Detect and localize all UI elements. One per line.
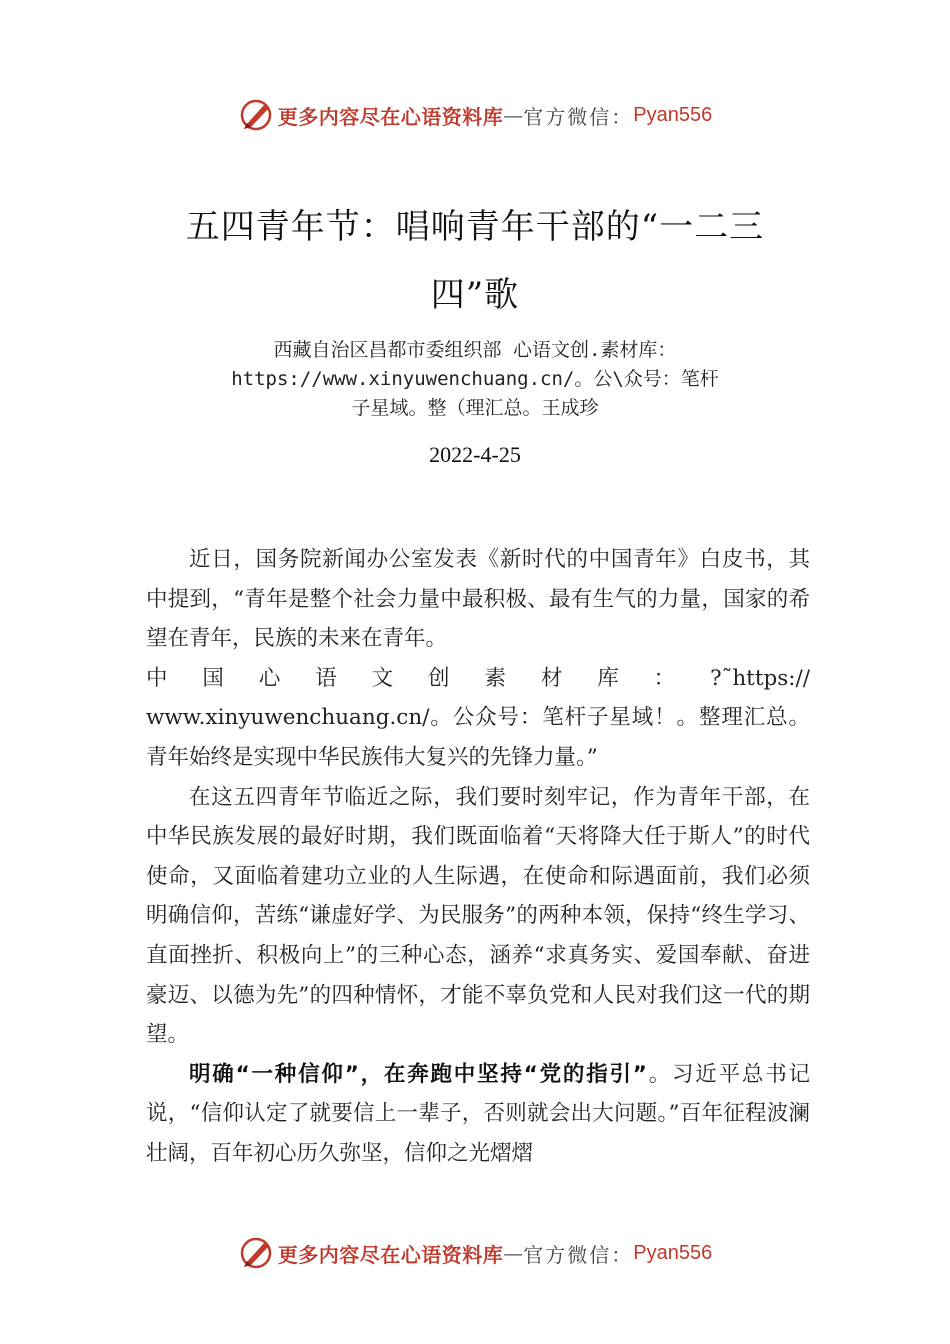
- banner-sub-text: 官方微信：: [523, 1242, 634, 1267]
- paragraph-3: [146, 1055, 810, 1174]
- paragraph-1a: 近日，国务院新闻办公室发表《新时代的中国青年》白皮书，其中提到，“青年是整个社会力量中最积极、最有生气的力量，国家的希望在青年，民族的未来在青年。: [146, 547, 810, 652]
- spread-char: 心: [258, 665, 281, 691]
- spread-char: 材: [540, 665, 563, 691]
- banner-sub-text: 官方微信：: [523, 104, 634, 129]
- paragraph-2: 在这五四青年节临近之际，我们要时刻牢记，作为青年干部，在中华民族发展的最好时期，我们既面临着“天将降大任于斯人”的时代使命，又面临着建功立业的人生际遇，在使命和际遇面前，我们必须明确信仰，苦练“谦虚好学、为民服务”的两种本领，保持“终生学习、直面挫折、积极向上”的三种心态，涵养“求真务实、爱国奉献、奋进豪迈、以德为先”的四种情怀，才能不辜负党和人民对我们这一代的期望。: [146, 784, 810, 1048]
- byline-line-1: 西藏自治区昌都市委组织部 心语文创.素材库：: [273, 339, 677, 361]
- banner-main-text: 更多内容尽在心语资料库: [277, 1242, 504, 1267]
- spread-char: ：: [653, 665, 676, 691]
- spread-line: [146, 659, 810, 699]
- spread-char: 素: [484, 665, 506, 691]
- spread-url: ?˜https://: [710, 665, 810, 691]
- document-title: [140, 193, 810, 329]
- byline-line-3: 子星域。整（理汇总。王成珍: [351, 397, 599, 419]
- spread-char: 语: [315, 665, 337, 691]
- footer-watermark-banner: [0, 1233, 950, 1273]
- paragraph-3-text: 。习近平总书记说，“信仰认定了就要信上一辈子，否则就会出大问题。”百年征程波澜壮阔，百年初心历久弥坚，信仰之光熠熠: [146, 1061, 810, 1166]
- paragraph-3-heading: 明确“一种信仰”，在奔跑中坚持“党的指引”: [189, 1061, 647, 1087]
- byline-line-2: https://www.xinyuwenchuang.cn/。公\众号：笔杆: [231, 368, 719, 390]
- title-line-1: 五四青年节：唱响青年干部的“一二三: [185, 207, 765, 247]
- pen-logo-icon: [238, 1235, 274, 1271]
- banner-main-text: 更多内容尽在心语资料库: [277, 104, 504, 129]
- paragraph-1b: www.xinyuwenchuang.cn/。公众号：笔杆子星域！。整理汇总。青年始终是实现中华民族伟大复兴的先锋力量。”: [146, 705, 810, 770]
- banner-dash: —: [503, 1241, 524, 1265]
- byline: [150, 336, 800, 423]
- pen-logo-icon: [238, 97, 274, 133]
- banner-wechat-id: Pyan556: [633, 103, 713, 126]
- article-body: [146, 540, 810, 1174]
- spread-char: 中: [146, 665, 168, 691]
- title-line-2: 四”歌: [430, 275, 520, 315]
- spread-char: 库: [597, 665, 619, 691]
- banner-dash: —: [503, 103, 524, 127]
- spread-char: 文: [371, 665, 394, 691]
- spread-char: 创: [428, 665, 450, 691]
- banner-wechat-id: Pyan556: [633, 1241, 713, 1264]
- publish-date: 2022-4-25: [429, 442, 521, 467]
- spread-char: 国: [202, 665, 224, 691]
- header-watermark-banner: [0, 95, 950, 135]
